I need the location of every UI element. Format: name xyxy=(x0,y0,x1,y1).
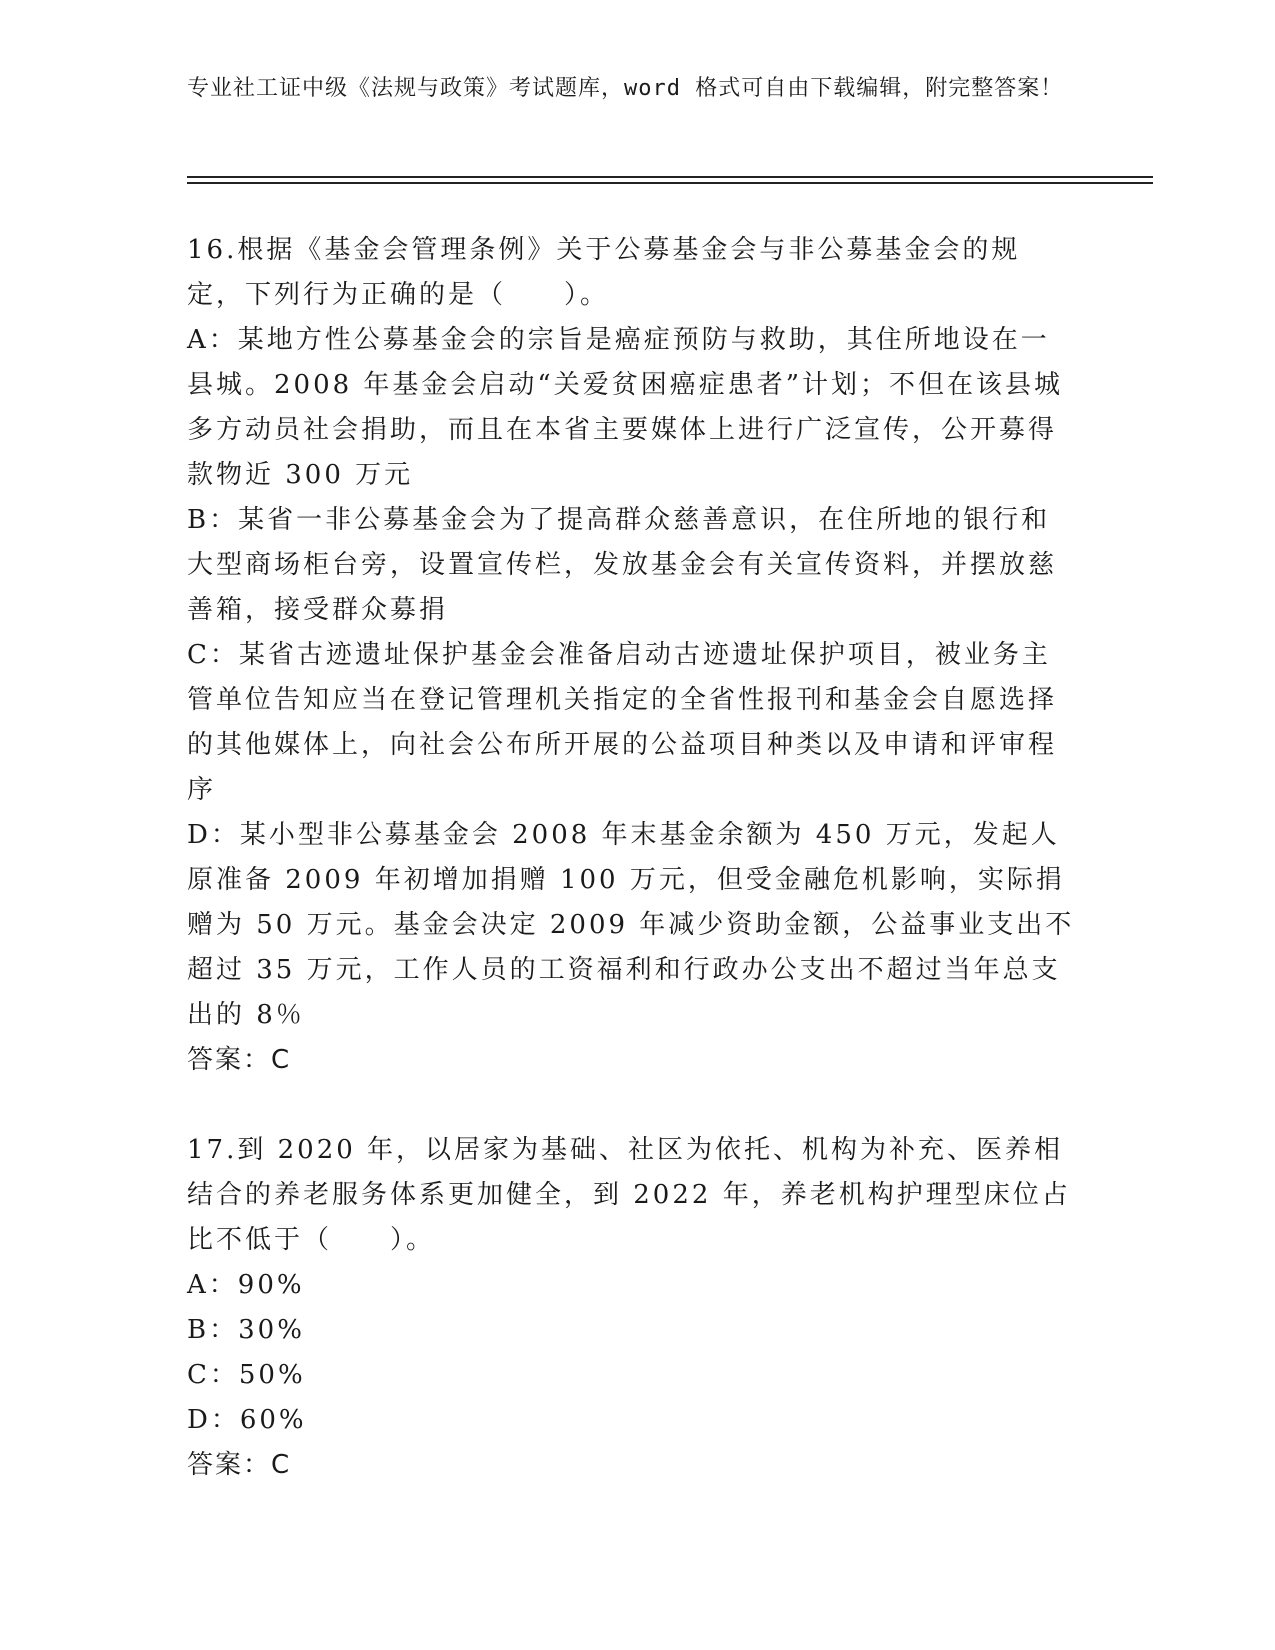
option-b: B：30% xyxy=(187,1315,305,1345)
answer-line: 答案：C xyxy=(187,1450,292,1480)
option-d: D：某小型非公募基金会 2008 年末基金余额为 450 万元，发起人原准备 2009 年初增加捐赠 100 万元，但受金融危机影响，实际捐赠为 50 万元。基金会决定 2009 年减少资助金额，公益事业支出不超过 35 万元，工作人员的工资福利和行政办公支出不超过当年总支出的 8％ xyxy=(187,820,1075,1030)
question-stem: 16.根据《基金会管理条例》关于公募基金会与非公募基金会的规定，下列行为正确的是（ ）。 xyxy=(187,235,1021,310)
option-d: D：60% xyxy=(187,1405,307,1435)
header-divider-top xyxy=(187,176,1153,178)
question-stem: 17.到 2020 年，以居家为基础、社区为依托、机构为补充、医养相结合的养老服务体系更加健全，到 2022 年，养老机构护理型床位占比不低于（ ）。 xyxy=(187,1135,1071,1255)
option-a: A：某地方性公募基金会的宗旨是癌症预防与救助，其住所地设在一县城。2008 年基金会启动“关爱贫困癌症患者”计划；不但在该县城多方动员社会捐助，而且在本省主要媒体上进行广泛宣传，公开募得款物近 300 万元 xyxy=(187,325,1064,490)
question-17 xyxy=(187,1128,1077,1488)
option-b: B：某省一非公募基金会为了提高群众慈善意识，在住所地的银行和大型商场柜台旁，设置宣传栏，发放基金会有关宣传资料，并摆放慈善箱，接受群众募捐 xyxy=(187,505,1058,625)
answer-line: 答案：C xyxy=(187,1045,292,1075)
option-a: A：90% xyxy=(187,1270,305,1300)
option-c: C：某省古迹遗址保护基金会准备启动古迹遗址保护项目，被业务主管单位告知应当在登记管理机关指定的全省性报刊和基金会自愿选择的其他媒体上，向社会公布所开展的公益项目种类以及申请和评审程序 xyxy=(187,640,1058,805)
header-divider-bottom xyxy=(187,182,1153,184)
question-list xyxy=(187,228,1077,1533)
document-header: 专业社工证中级《法规与政策》考试题库，word 格式可自由下载编辑，附完整答案！ xyxy=(187,76,1064,101)
option-c: C：50% xyxy=(187,1360,306,1390)
question-16 xyxy=(187,228,1077,1083)
